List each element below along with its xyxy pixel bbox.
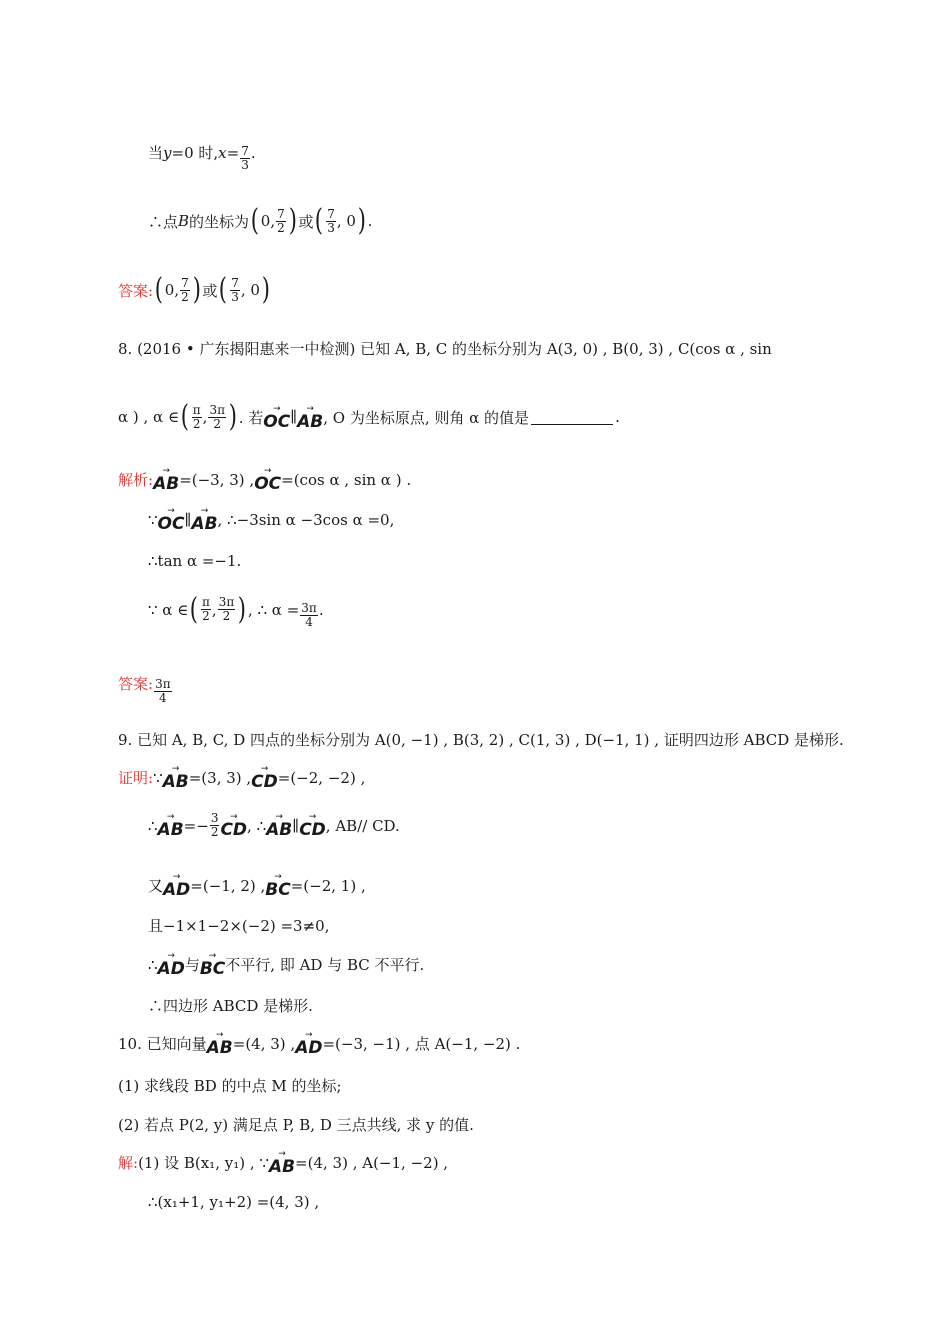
- paren-open: (: [154, 272, 164, 307]
- vector-label: AB: [268, 1157, 296, 1177]
- text: ∵ α ∈: [148, 600, 189, 619]
- vector-ab: [158, 813, 184, 838]
- fraction-num: 3π: [301, 601, 317, 615]
- vector-arrow-icon: →: [263, 466, 272, 476]
- var-x: x: [218, 143, 227, 162]
- fraction-den: 2: [202, 609, 210, 623]
- vector-bc: [200, 952, 225, 977]
- fraction-den: 3: [241, 158, 249, 172]
- var-y: y: [163, 143, 172, 162]
- text: 0,: [164, 281, 180, 299]
- text: ∴: [148, 816, 158, 835]
- fraction: [201, 596, 211, 623]
- text: .: [615, 408, 620, 426]
- var-B: B: [178, 212, 190, 230]
- vector-arrow-icon: →: [167, 506, 175, 516]
- text: , 0: [336, 212, 356, 230]
- vector-arrow-icon: →: [171, 764, 180, 774]
- vector-arrow-icon: →: [229, 812, 238, 822]
- text: ∴tan α =−1.: [148, 552, 242, 570]
- vector-label: AB: [191, 514, 218, 534]
- text: ∴: [148, 955, 158, 974]
- vector-ab: [153, 467, 179, 492]
- proof-9-line6: [148, 995, 313, 1016]
- vector-arrow-icon: →: [278, 1149, 286, 1159]
- text: =(−3, −1) , 点 A(−1, −2) .: [322, 1035, 521, 1053]
- vector-cd: [220, 813, 247, 838]
- question-text: 9. 已知 A, B, C, D 四点的坐标分别为 A(0, −1) , B(3, 2) , C(1, 3) , D(−1, 1) , 证明四边形 ABCD 是梯形.: [118, 731, 844, 749]
- vector-ab: [163, 765, 189, 790]
- text: =(−3, 3) ,: [179, 470, 255, 489]
- question-8-line1: [118, 338, 772, 359]
- text: =: [226, 143, 240, 162]
- text: =(−2, −2) ,: [277, 768, 366, 787]
- vector-arrow-icon: →: [274, 872, 282, 882]
- vector-oc: [263, 405, 290, 430]
- paren-close: ): [288, 203, 297, 238]
- text: (1) 设 B(x₁, y₁) , ∵: [138, 1154, 269, 1172]
- fraction-num: 3π: [155, 677, 171, 691]
- text: .: [250, 143, 256, 162]
- vector-label: BC: [199, 959, 226, 979]
- fraction-den: 2: [181, 289, 189, 304]
- vector-label: AB: [297, 411, 324, 432]
- text: ,: [211, 600, 217, 619]
- text: 或: [202, 281, 218, 300]
- question-9: [118, 729, 844, 750]
- vector-ad: [295, 1031, 322, 1056]
- solution-8-line4: [148, 590, 324, 629]
- fraction-num: 3: [210, 811, 219, 825]
- vector-cd: [299, 813, 326, 838]
- vector-arrow-icon: →: [305, 1030, 313, 1040]
- text: . 若: [238, 408, 264, 427]
- fraction-num: 7: [327, 206, 335, 221]
- vector-arrow-icon: →: [166, 812, 175, 822]
- proof-9-line1: [118, 765, 365, 790]
- fraction: [210, 812, 220, 839]
- vector-label: CD: [251, 772, 278, 792]
- vector-label: AD: [295, 1038, 323, 1058]
- text: , ∴: [247, 816, 267, 835]
- vector-arrow-icon: →: [162, 466, 170, 476]
- text: , AB// CD.: [325, 816, 400, 835]
- vector-cd: [251, 765, 278, 790]
- fraction-num: 3π: [209, 402, 225, 417]
- text: =(cos α , sin α ) .: [281, 470, 412, 489]
- fraction-den: 3: [231, 289, 239, 304]
- vector-arrow-icon: →: [172, 872, 181, 882]
- text: 不平行, 即 AD 与 BC 不平行.: [225, 956, 425, 974]
- vector-label: CD: [220, 820, 248, 840]
- solution-8-line2: [148, 507, 394, 532]
- question-text: (1) 求线段 BD 的中点 M 的坐标;: [118, 1077, 342, 1095]
- solution-label: 解:: [118, 1154, 139, 1172]
- text: , ∴ α =: [247, 600, 300, 619]
- text: 0,: [260, 212, 276, 230]
- fraction: [154, 678, 172, 705]
- vector-arrow-icon: →: [260, 764, 269, 774]
- vector-arrow-icon: →: [167, 951, 175, 961]
- text: =(4, 3) ,: [232, 1034, 296, 1053]
- paren-close: ): [357, 203, 366, 238]
- paren-open: (: [219, 272, 228, 307]
- text: ∥: [184, 510, 192, 529]
- text: =(3, 3) ,: [188, 768, 252, 787]
- text: ∥: [292, 816, 300, 835]
- vector-arrow-icon: →: [308, 812, 317, 822]
- vector-oc: [254, 467, 281, 492]
- vector-label: AB: [157, 820, 184, 840]
- fraction-num: π: [202, 595, 210, 609]
- question-text: (2) 若点 P(2, y) 满足点 P, B, D 三点共线, 求 y 的值.: [118, 1116, 474, 1134]
- vector-label: OC: [263, 411, 291, 432]
- vector-label: AD: [157, 959, 185, 979]
- vector-label: AB: [206, 1038, 233, 1058]
- text: =(−2, 1) ,: [290, 876, 366, 895]
- text: , O 为坐标原点, 则角 α 的值是: [323, 408, 530, 427]
- vector-arrow-icon: →: [275, 812, 283, 822]
- fraction-den: 3: [327, 220, 335, 235]
- paren-open: (: [250, 203, 260, 238]
- vector-label: BC: [265, 880, 291, 900]
- vector-ab: [207, 1031, 233, 1056]
- vector-label: AB: [162, 772, 189, 792]
- question-text: α ) , α ∈: [118, 408, 180, 426]
- line-b-coord: [148, 203, 373, 238]
- fraction: [218, 596, 236, 623]
- fraction-num: 3π: [218, 595, 235, 609]
- line-y-zero: [148, 133, 256, 172]
- vector-ad: [158, 952, 185, 977]
- fraction-den: 2: [192, 416, 201, 431]
- text: 又: [148, 877, 164, 895]
- paren-close: ): [192, 272, 201, 307]
- question-10-line3: [118, 1114, 474, 1135]
- vector-label: AB: [153, 474, 180, 494]
- fraction-den: 2: [213, 416, 222, 431]
- vector-label: CD: [299, 820, 326, 840]
- text: =(−1, 2) ,: [190, 876, 266, 895]
- fraction: [208, 404, 226, 431]
- answer-label: 答案:: [118, 675, 154, 693]
- paren-close: ): [237, 591, 247, 627]
- text: ∴点: [148, 212, 179, 231]
- paren-close: ): [228, 399, 237, 434]
- fraction-den: 2: [210, 825, 219, 839]
- text: 的坐标为: [189, 212, 250, 231]
- question-text: 8. (2016 • 广东揭阳惠来一中检测) 已知 A, B, C 的坐标分别为 A(3, 0) , B(0, 3) , C(cos α , sin: [118, 340, 772, 358]
- answer-blank: [531, 410, 613, 425]
- vector-label: AB: [266, 820, 293, 840]
- vector-arrow-icon: →: [306, 403, 314, 414]
- text: ∵: [148, 510, 158, 529]
- answer-8: [118, 662, 173, 705]
- fraction-num: 7: [231, 275, 239, 290]
- vector-ab: [269, 1150, 295, 1175]
- vector-ab: [191, 507, 217, 532]
- solution-label: 解析:: [118, 471, 154, 489]
- vector-label: AD: [163, 880, 191, 900]
- fraction: [192, 404, 202, 431]
- question-text: 10. 已知向量: [118, 1035, 207, 1053]
- text: ,: [202, 408, 208, 426]
- proof-label: 证明:: [118, 769, 154, 787]
- proof-9-line4: [148, 915, 329, 936]
- answer-7: [118, 272, 272, 307]
- vector-arrow-icon: →: [208, 951, 217, 961]
- fraction: [230, 277, 240, 304]
- fraction: [326, 208, 336, 235]
- vector-label: OC: [254, 474, 282, 494]
- vector-bc: [265, 873, 290, 898]
- answer-label: 答案:: [118, 281, 154, 300]
- question-10-line2: [118, 1075, 342, 1096]
- solution-10-line1: [118, 1150, 448, 1175]
- vector-arrow-icon: →: [215, 1030, 224, 1040]
- text: ∵: [153, 768, 163, 787]
- vector-oc: [158, 507, 185, 532]
- proof-9-line2: [148, 812, 400, 839]
- text: ∴四边形 ABCD 是梯形.: [148, 997, 313, 1015]
- fraction-den: 4: [305, 615, 313, 629]
- text: , ∴−3sin α −3cos α =0,: [217, 510, 395, 529]
- text: 当: [148, 144, 164, 162]
- proof-9-line5: [148, 952, 424, 977]
- fraction-num: 7: [241, 144, 249, 158]
- fraction: [180, 277, 190, 304]
- fraction: [276, 208, 286, 235]
- fraction-num: 7: [181, 275, 189, 290]
- fraction: [300, 602, 318, 629]
- vector-ad: [163, 873, 190, 898]
- solution-10-line2: [148, 1193, 319, 1211]
- fraction-num: 7: [277, 206, 285, 221]
- vector-label: OC: [157, 514, 185, 534]
- text: =(4, 3) , A(−1, −2) ,: [295, 1153, 449, 1172]
- fraction: [240, 145, 250, 172]
- fraction-den: 2: [222, 609, 231, 623]
- text: .: [367, 212, 373, 230]
- fraction-den: 2: [277, 220, 285, 235]
- fraction-num: π: [192, 402, 201, 417]
- solution-8-line1: [118, 467, 411, 492]
- paren-open: (: [190, 591, 199, 627]
- vector-arrow-icon: →: [200, 506, 209, 516]
- text: ∴(x₁+1, y₁+2) =(4, 3) ,: [148, 1193, 320, 1211]
- text: 或: [298, 212, 314, 231]
- paren-open: (: [180, 399, 190, 434]
- text: .: [318, 600, 324, 619]
- vector-ab: [266, 813, 292, 838]
- text: ∥: [290, 408, 298, 426]
- solution-8-line3: [148, 552, 241, 570]
- vector-arrow-icon: →: [272, 403, 281, 414]
- paren-open: (: [315, 203, 324, 238]
- text: , 0: [240, 281, 260, 299]
- text: =0 时,: [171, 144, 219, 162]
- text: 且−1×1−2×(−2) =3≠0,: [148, 917, 330, 935]
- fraction-den: 4: [159, 691, 167, 705]
- text: =−: [183, 816, 209, 835]
- question-10-line1: [118, 1031, 520, 1056]
- paren-close: ): [261, 272, 270, 307]
- proof-9-line3: [148, 873, 366, 898]
- vector-ab: [297, 405, 323, 430]
- text: 与: [184, 956, 200, 974]
- question-8-line2: [118, 399, 620, 434]
